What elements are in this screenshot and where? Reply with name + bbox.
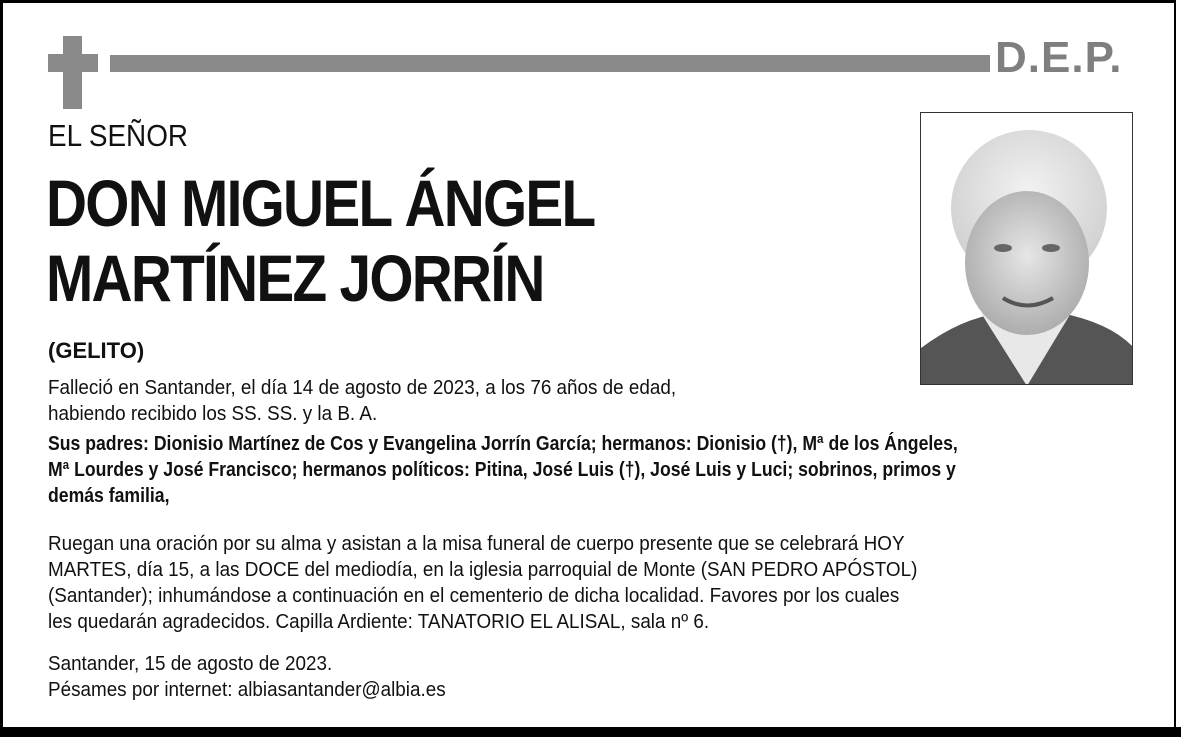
text-line: Mª Lourdes y José Francisco; hermanos políticos: Pitina, José Luis (†), José Luis y Luci; sobrinos, primos y <box>48 458 956 481</box>
date-line: Santander, 15 de agosto de 2023. <box>48 652 333 675</box>
header-rule <box>110 55 990 72</box>
text-line: Ruegan una oración por su alma y asistan a la misa funeral de cuerpo presente que se celebrará HOY <box>48 532 905 555</box>
portrait-photo <box>920 112 1133 385</box>
nickname: (GELITO) <box>48 338 145 363</box>
closing <box>48 651 446 703</box>
deceased-name-line-2: MARTÍNEZ JORRÍN <box>46 241 544 315</box>
text-line: Falleció en Santander, el día 14 de agosto de 2023, a los 76 años de edad, <box>48 376 677 399</box>
deceased-name-line-1: DON MIGUEL ÁNGEL <box>46 166 595 240</box>
text-line: les quedarán agradecidos. Capilla Ardiente: TANATORIO EL ALISAL, sala nº 6. <box>48 610 710 633</box>
death-notice <box>48 375 676 427</box>
condolences-email: Pésames por internet: albiasantander@albia.es <box>48 678 446 701</box>
bottom-border <box>0 727 1181 737</box>
text-line: demás familia, <box>48 484 170 507</box>
intro-title: EL SEÑOR <box>48 118 189 153</box>
funeral-details <box>48 531 917 635</box>
text-line: habiendo recibido los SS. SS. y la B. A. <box>48 402 378 425</box>
family-list <box>48 431 958 509</box>
text-line: Sus padres: Dionisio Martínez de Cos y Evangelina Jorrín García; hermanos: Dionisio (†), Mª de los Ángeles, <box>48 432 958 455</box>
text-line: (Santander); inhumándose a continuación en el cementerio de dicha localidad. Favores por los cuales <box>48 584 900 607</box>
cross-icon <box>63 36 82 109</box>
dep-heading: D.E.P. <box>995 33 1123 82</box>
text-line: MARTES, día 15, a las DOCE del mediodía, en la iglesia parroquial de Monte (SAN PEDRO APÓSTOL) <box>48 558 918 581</box>
cross-icon-arm <box>48 54 98 72</box>
